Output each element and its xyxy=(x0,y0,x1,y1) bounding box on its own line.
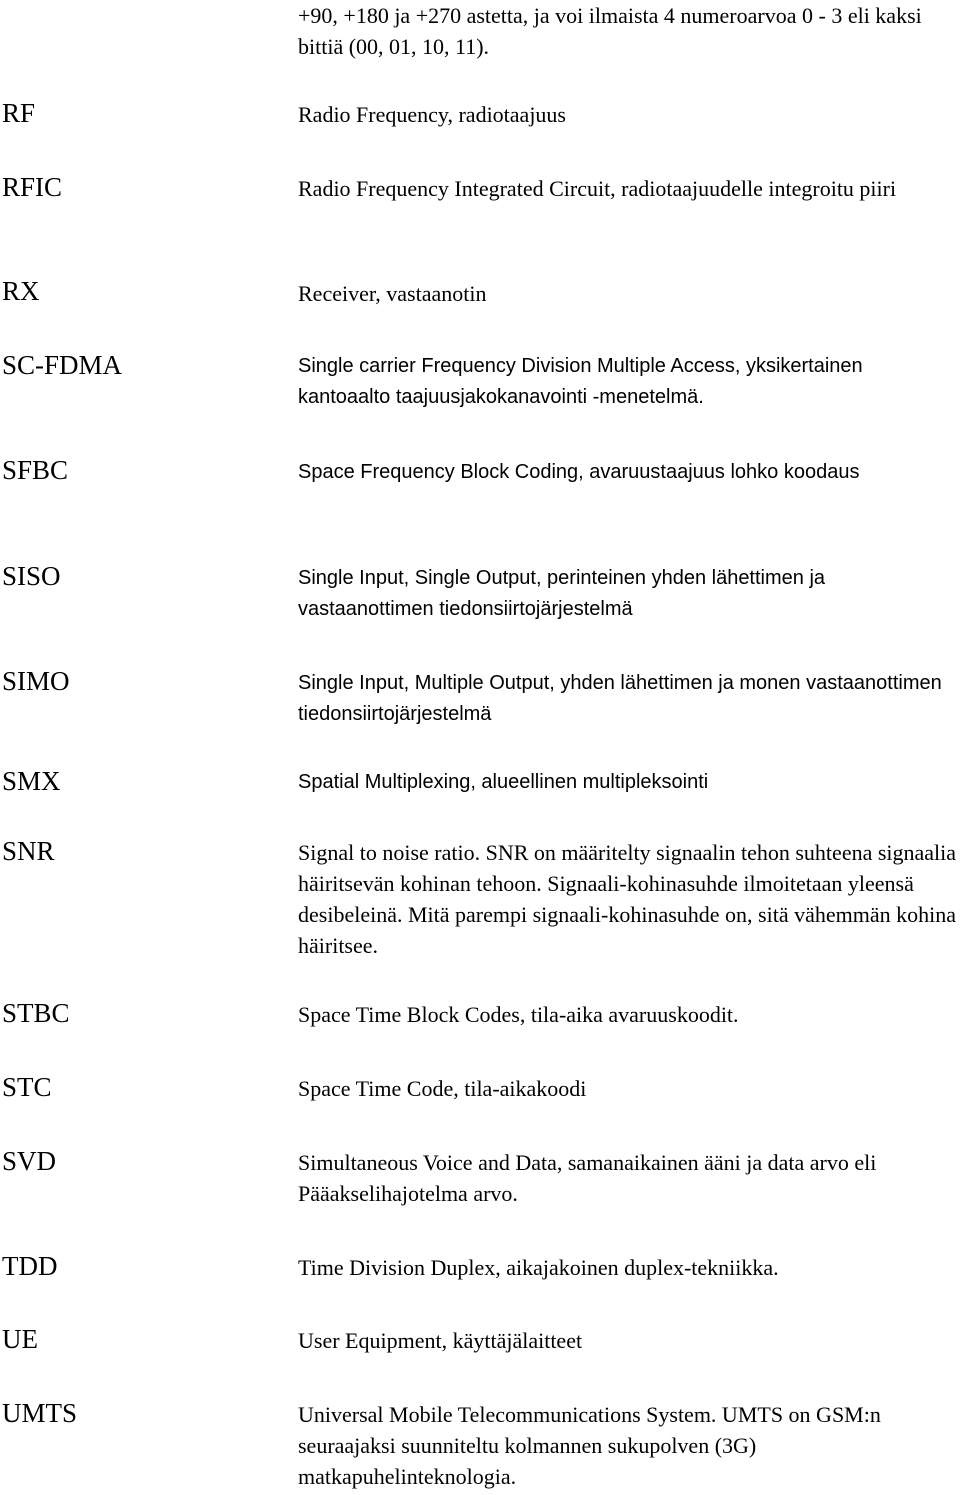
def-snr: Signal to noise ratio. SNR on määritelty signaalin tehon suhteena signaalia häiritsevän kohinan tehoon. Signaali-kohinasuhde ilmoitetaan yleensä desibeleinä. Mitä parempi signaali-kohinasuhde on, sitä vähemmän kohina häiritsee. xyxy=(298,840,957,958)
abbr-rf: RF xyxy=(2,98,36,128)
abbr-stbc: STBC xyxy=(2,998,70,1028)
abbr-stc: STC xyxy=(2,1072,52,1102)
abbr-simo: SIMO xyxy=(2,666,70,696)
abbr-svd: SVD xyxy=(2,1146,57,1176)
abbr-tdd: TDD xyxy=(2,1251,58,1281)
abbr-rx: RX xyxy=(2,276,40,306)
def-sfbc: Space Frequency Block Coding, avaruustaajuus lohko koodaus xyxy=(298,461,860,483)
def-stbc: Space Time Block Codes, tila-aika avaruuskoodit. xyxy=(298,1002,739,1027)
def-svd: Simultaneous Voice and Data, samanaikainen ääni ja data arvo eli Pääakselihajotelma arvo. xyxy=(298,1150,877,1206)
abbr-rfic: RFIC xyxy=(2,172,63,202)
abbr-sfbc: SFBC xyxy=(2,455,69,485)
def-stc: Space Time Code, tila-aikakoodi xyxy=(298,1076,587,1101)
abbr-ue: UE xyxy=(2,1324,38,1354)
def-smx: Spatial Multiplexing, alueellinen multipleksointi xyxy=(298,771,709,793)
def-rfic: Radio Frequency Integrated Circuit, radiotaajuudelle integroitu piiri xyxy=(298,176,897,201)
def-ue: User Equipment, käyttäjälaitteet xyxy=(298,1328,583,1353)
abbr-siso: SISO xyxy=(2,561,61,591)
abbr-umts: UMTS xyxy=(2,1398,78,1428)
def-siso: Single Input, Single Output, perinteinen yhden lähettimen ja vastaanottimen tiedonsiirtojärjestelmä xyxy=(298,567,826,620)
def-umts: Universal Mobile Telecommunications System. UMTS on GSM:n seuraajaksi suunniteltu kolmannen sukupolven (3G) matkapuhelinteknologia. xyxy=(298,1402,881,1489)
abbr-smx: SMX xyxy=(2,766,61,796)
def-simo: Single Input, Multiple Output, yhden lähettimen ja monen vastaanottimen tiedonsiirtojärjestelmä xyxy=(298,672,942,725)
def-rx: Receiver, vastaanotin xyxy=(298,281,487,306)
def-tdd: Time Division Duplex, aikajakoinen duplex-tekniikka. xyxy=(298,1255,779,1280)
abbr-sc-fdma: SC-FDMA xyxy=(2,350,123,380)
def-rf: Radio Frequency, radiotaajuus xyxy=(298,102,566,127)
intro-text: +90, +180 ja +270 astetta, ja voi ilmaista 4 numeroarvoa 0 - 3 eli kaksi bittiä (00, 01, 10, 11). xyxy=(298,3,922,59)
def-sc-fdma: Single carrier Frequency Division Multiple Access, yksikertainen kantoaalto taajuusjakokanavointi -menetelmä. xyxy=(298,355,863,408)
abbr-snr: SNR xyxy=(2,836,55,866)
